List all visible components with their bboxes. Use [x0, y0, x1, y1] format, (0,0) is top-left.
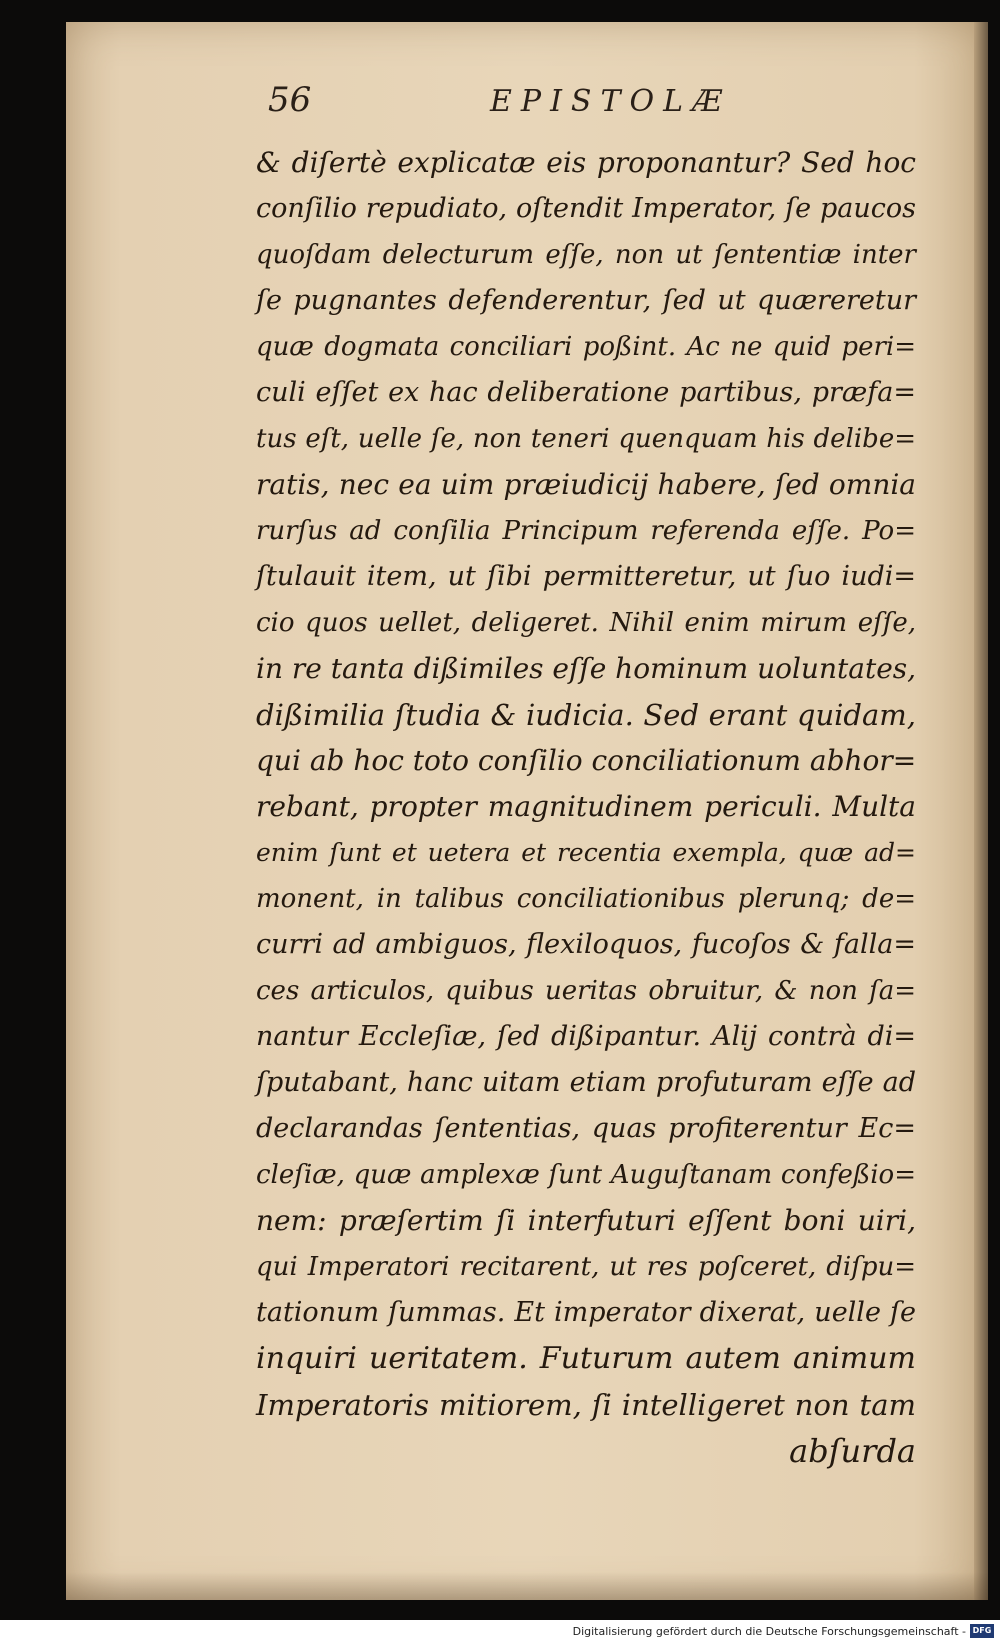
- text-line: inquiri ueritatem. Futurum autem animum: [256, 1341, 916, 1376]
- text-line: cleſiæ, quæ amplexæ ſunt Auguſtanam confeßio=: [256, 1160, 916, 1190]
- text-line: ſe pugnantes defenderentur, ſed ut quæreretur: [256, 285, 916, 316]
- text-line: Imperatoris mitiorem, ſi intelligeret non tam: [256, 1388, 916, 1422]
- text-line: culi eſſet ex hac deliberatione partibus, præfa=: [256, 377, 916, 408]
- text-line: ratis, nec ea uim præiudicij habere, ſed omnia: [256, 468, 916, 501]
- text-line: dißimilia ſtudia & iudicia. Sed erant quidam,: [256, 698, 916, 732]
- text-line: declarandas ſententias, quas profiterentur Ec=: [256, 1113, 916, 1144]
- dfg-logo-icon: DFG: [970, 1624, 994, 1638]
- text-line: & diſertè explicatæ eis proponantur? Sed hoc: [256, 146, 916, 179]
- running-title: EPISTOLÆ: [490, 84, 732, 119]
- footer-bar: [0, 1620, 1000, 1646]
- catchword: abſurda: [789, 1432, 916, 1470]
- text-line: nantur Eccleſiæ, ſed dißipantur. Alij contrà di=: [256, 1021, 916, 1052]
- text-line: rurſus ad conſilia Principum referenda eſſe. Po=: [256, 516, 916, 546]
- body-text: [256, 140, 916, 1474]
- text-line: qui ab hoc toto conſilio conciliationum abhor=: [256, 744, 917, 777]
- text-line: enim ſunt et uetera et recentia exempla, quæ ad=: [256, 838, 916, 867]
- text-line: in re tanta dißimiles eſſe hominum uoluntates,: [256, 652, 917, 685]
- page-shadow: [66, 1572, 988, 1600]
- text-line: rebant, propter magnitudinem periculi. Multa: [256, 790, 916, 823]
- text-line: qui Imperatori recitarent, ut res poſceret, diſpu=: [256, 1252, 916, 1282]
- page-edge: [974, 22, 988, 1600]
- text-line: ſtulauit item, ut ſibi permitteretur, ut ſuo iudi=: [256, 561, 916, 592]
- text-line: conſilio repudiato, oſtendit Imperator, ſe paucos: [256, 193, 916, 224]
- text-line: curri ad ambiguos, flexiloquos, fucoſos & falla=: [256, 929, 916, 960]
- book-page: [66, 22, 988, 1600]
- running-head: [268, 80, 828, 130]
- text-line: nem: præſertim ſi interfuturi eſſent boni uiri,: [256, 1204, 916, 1237]
- text-line: ſputabant, hanc uitam etiam profuturam eſſe ad: [256, 1067, 916, 1098]
- text-line: ces articulos, quibus ueritas obruitur, & non ſa=: [256, 976, 916, 1006]
- text-line: tus eſt, uelle ſe, non teneri quenquam his delibe=: [256, 424, 916, 454]
- funding-credit: Digitalisierung gefördert durch die Deutsche Forschungsgemeinschaft -: [572, 1625, 966, 1638]
- text-line: quæ dogmata conciliari poßint. Ac ne quid peri=: [256, 332, 916, 362]
- text-line: tationum ſummas. Et imperator dixerat, uelle ſe: [256, 1297, 916, 1328]
- text-line: monent, in talibus conciliationibus plerunq; de=: [256, 884, 916, 914]
- page-number: 56: [268, 80, 312, 120]
- text-line: quoſdam delecturum eſſe, non ut ſententiæ inter: [256, 240, 916, 270]
- text-line: cio quos uellet, deligeret. Nihil enim mirum eſſe,: [256, 608, 916, 638]
